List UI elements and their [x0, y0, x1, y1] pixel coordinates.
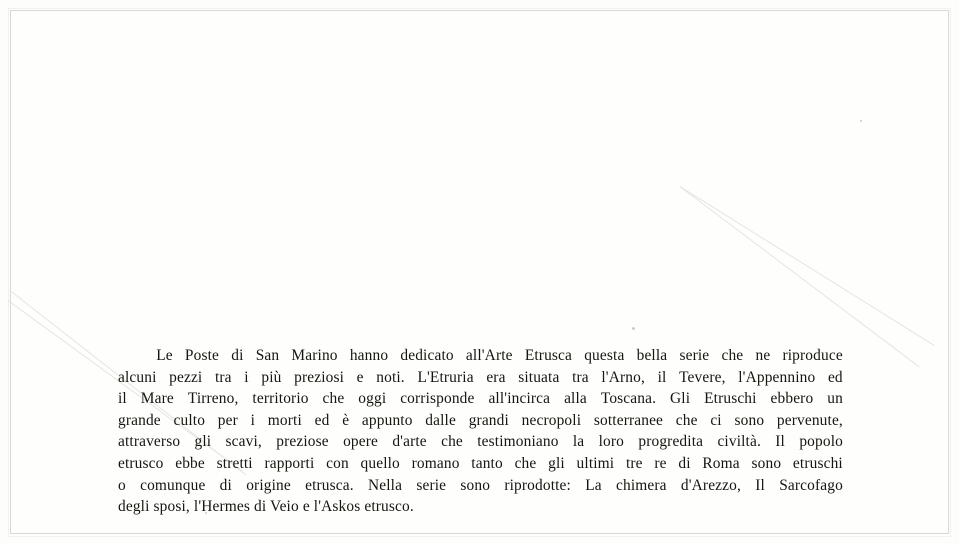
text-line: etrusco ebbe stretti rapporti con quello romano tanto che gli ultimi tre re di Roma sono etruschi — [118, 454, 843, 472]
paper-edge-top — [10, 10, 949, 11]
text-line: il Mare Tirreno, territorio che oggi corrisponde all'incirca alla Toscana. Gli Etruschi ebbero un — [118, 390, 843, 408]
text-line: alcuni pezzi tra i più preziosi e noti. L'Etruria era situata tra l'Arno, il Tevere, l'Appennino ed — [118, 368, 843, 386]
text-line: Le Poste di San Marino hanno dedicato all'Arte Etrusca questa bella serie che ne riproduce — [156, 347, 843, 364]
paper-edge-left — [10, 10, 11, 534]
text-line: attraverso gli scavi, preziose opere d'arte che testimoniano la loro progredita civiltà. Il popolo — [118, 433, 843, 451]
printed-description-text — [118, 345, 843, 518]
text-line: grande culto per i morti ed è appunto dalle grandi necropoli sotterranee che ci sono pervenute, — [118, 411, 843, 429]
paper-speck — [632, 327, 635, 330]
paper-edge-bottom — [10, 533, 949, 534]
paper-speck — [860, 120, 862, 122]
text-line: o comunque di origine etrusca. Nella serie sono riprodotte: La chimera d'Arezzo, Il Sarcofago — [118, 476, 843, 494]
paper-edge-right — [948, 10, 949, 534]
text-line-last: degli sposi, l'Hermes di Veio e l'Askos etrusco. — [118, 498, 414, 516]
